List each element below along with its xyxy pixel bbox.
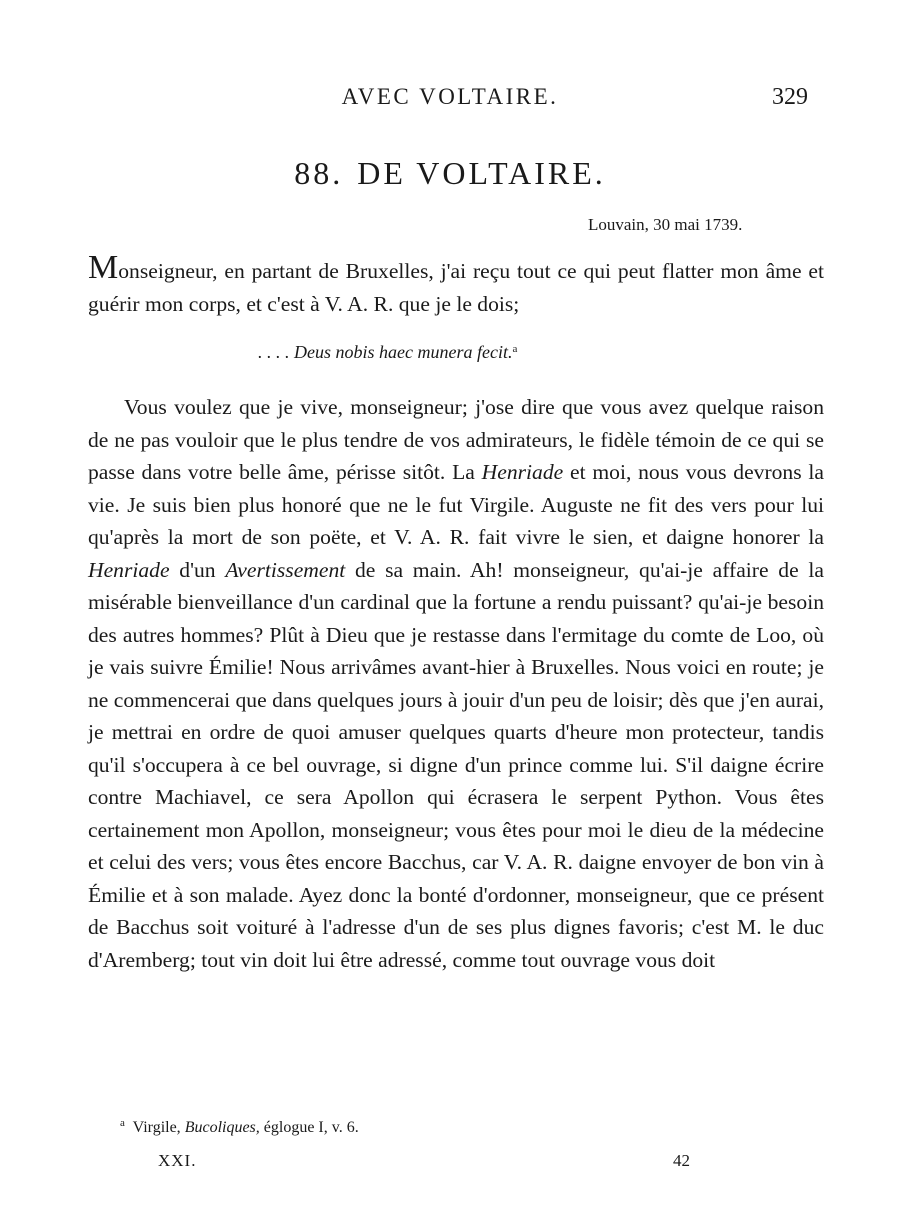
opening-text: onseigneur, en partant de Bruxelles, j'ai reçu tout ce qui peut flatter mon âme et guérir mon corps, et c'est à V. A. R. que je le dois; <box>88 259 824 316</box>
body-text-3: d'un <box>169 557 226 582</box>
drop-cap: M <box>88 249 119 286</box>
henriade-title-2: Henriade <box>88 557 170 582</box>
letter-title <box>0 155 900 192</box>
footnote-text-2: églogue I, v. 6. <box>259 1119 359 1136</box>
body-text-1: Vous voulez que je vive, monseigneur; j'ose dire que vous avez quelque raison de ne pas vouloir que le plus tendre de vos admirateurs, le fidèle témoin de ce qui se passe dans votre belle âme, périsse sitôt. La <box>88 395 824 484</box>
sheet-signature: 42 <box>673 1151 690 1170</box>
letter-heading: DE VOLTAIRE. <box>357 155 606 191</box>
page-number: 329 <box>772 84 808 110</box>
footnote-ref: a <box>512 343 518 355</box>
dateline: Louvain, 30 mai 1739. <box>588 215 743 234</box>
body-text-2: et moi, nous vous devrons la vie. Je suis bien plus honoré que ne le fut Virgile. Auguste ne fit des vers pour lui qu'après la mort de son poëte, et V. A. R. fait vivre le sien, et daigne honorer la <box>88 460 824 549</box>
letter-number: 88. <box>294 155 344 191</box>
quote-text: Deus nobis haec munera fecit. <box>294 342 513 362</box>
body-text-4: de sa main. Ah! monseigneur, qu'ai-je affaire de la misérable bienveillance d'un cardinal que la fortune a rendu puissant? qu'ai-je besoin des autres hommes? Plût à Dieu que je restasse dans l'ermitage du comte de Loo, où je vais suivre Émilie! Nous arrivâmes avant-hier à Bruxelles. Nous voici en route; je ne commencerai que dans quelques jours à jouir d'un peu de loisir; dès que j'en aurai, je mettrai en ordre de quoi amuser quelques quarts d'heure mon protecteur, tandis qu'il s'occupera à ce bel ouvrage, si digne d'un prince comme lui. S'il daigne écrire contre Machiavel, ce sera Apollon qui écrasera le serpent Python. Vous êtes certainement mon Apollon, monseigneur; vous êtes pour moi le dieu de la médecine et celui des vers; vous êtes encore Bacchus, car V. A. R. daigne envoyer de bon vin à Émilie et à son malade. Ayez donc la bonté d'ordonner, monseigneur, que ce présent de Bacchus soit voituré à l'adresse d'un de ses plus dignes favoris; c'est M. le duc d'Aremberg; tout vin doit lui être adressé, comme tout ouvrage vous doit <box>88 557 824 972</box>
running-head: AVEC VOLTAIRE. <box>341 84 559 109</box>
latin-quote <box>258 342 517 363</box>
body-paragraph <box>88 391 824 976</box>
footnote-work-title: Bucoliques, <box>184 1119 260 1136</box>
footnote-text-1: Virgile, <box>132 1119 185 1136</box>
footnote <box>120 1117 359 1137</box>
henriade-title-1: Henriade <box>481 460 564 484</box>
volume-signature: XXI. <box>158 1151 197 1170</box>
opening-paragraph <box>88 249 824 320</box>
quote-ellipsis: . . . . <box>258 342 294 362</box>
avertissement-title: Avertissement <box>225 557 346 582</box>
footnote-mark: a <box>120 1117 125 1129</box>
